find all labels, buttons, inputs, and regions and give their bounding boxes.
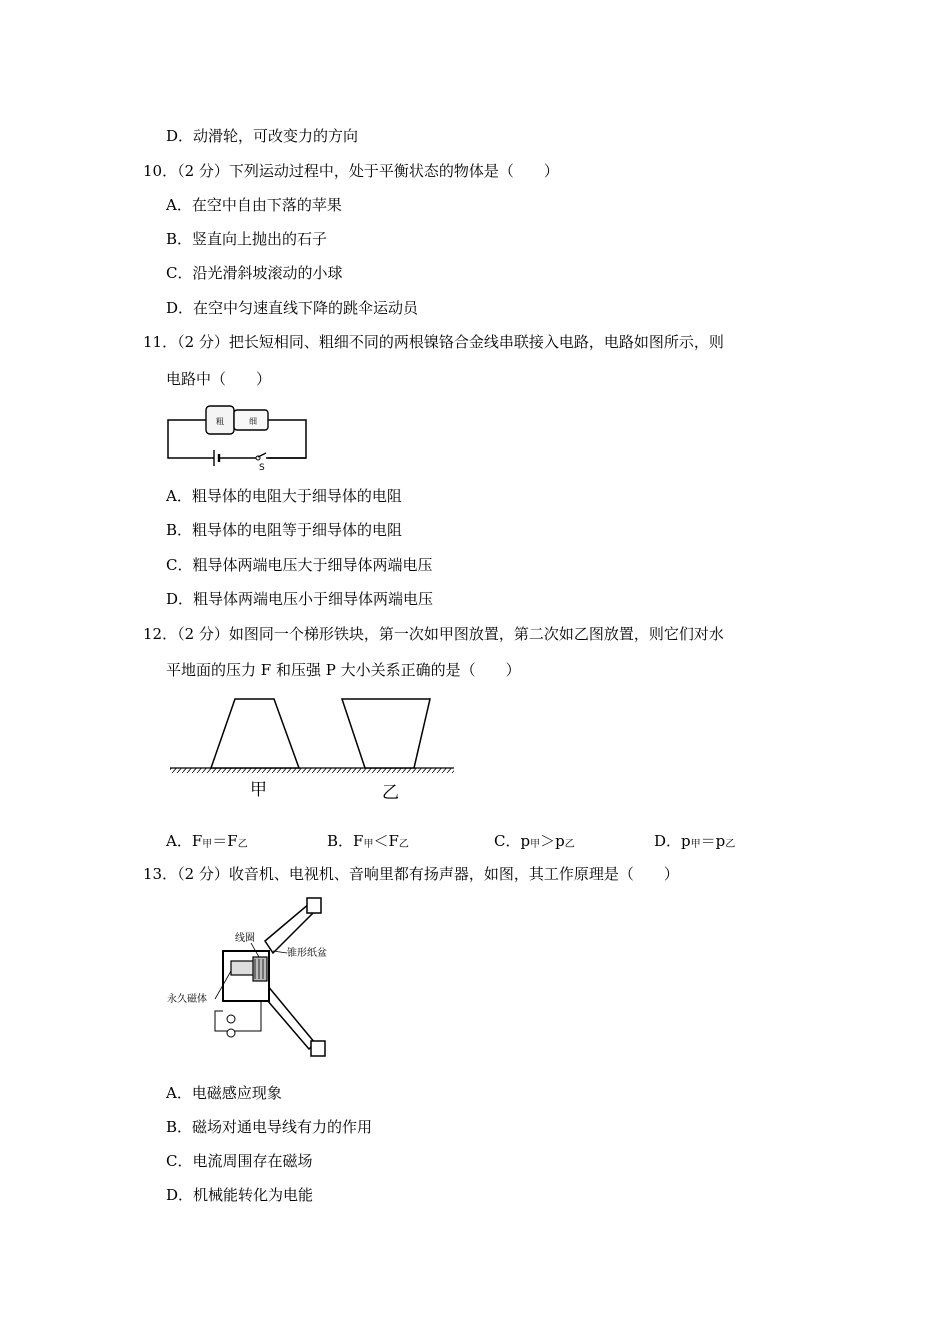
q10-option-d: D．在空中匀速直线下降的跳伞运动员: [166, 299, 419, 317]
q13-option-a: A．电磁感应现象: [166, 1084, 282, 1102]
cone-label: 锥形纸盆: [287, 948, 327, 959]
coil-label: 线圈: [235, 933, 255, 944]
q12-option-d: D．p甲＝p乙: [654, 832, 736, 850]
q12-option-c: C．p甲＞p乙: [494, 832, 575, 850]
switch-lever: [258, 453, 266, 457]
q9-option-d: D．动滑轮，可改变力的方向: [166, 127, 359, 145]
trapezoid-jia: [211, 699, 299, 768]
q13-option-c: C．电流周围存在磁场: [166, 1152, 313, 1170]
q11-stem-line1: 11．（2 分）把长短相同、粗细不同的两根镍铬合金线串联接入电路，电路如图所示，则: [143, 333, 724, 351]
q11-option-a: A．粗导体的电阻大于细导体的电阻: [166, 487, 402, 505]
q12-stem-line2: 平地面的压力 F 和压强 P 大小关系正确的是（ ）: [166, 661, 521, 679]
q11-circuit-figure: [160, 398, 320, 476]
thin-label: 细: [249, 417, 257, 426]
q13-stem: 13．（2 分）收音机、电视机、音响里都有扬声器，如图，其工作原理是（ ）: [143, 865, 679, 883]
cone-top-edge: [307, 898, 321, 913]
q13-option-d: D．机械能转化为电能: [166, 1186, 314, 1204]
switch-label: S: [259, 463, 265, 473]
label-yi: 乙: [382, 783, 399, 803]
terminal-positive-icon: [227, 1015, 235, 1023]
q10-stem: 10．（2 分）下列运动过程中，处于平衡状态的物体是（ ）: [143, 162, 559, 180]
trapezoid-yi: [342, 699, 430, 768]
q11-stem-line2: 电路中（ ）: [166, 370, 272, 388]
q12-option-a: A．F甲＝F乙: [166, 832, 248, 850]
q13-speaker-figure: [165, 893, 365, 1068]
q13-option-b: B．磁场对通电导线有力的作用: [166, 1118, 373, 1136]
q10-option-b: B．竖直向上抛出的石子: [166, 230, 328, 248]
q12-option-b: B．F甲＜F乙: [327, 832, 409, 850]
q10-option-a: A．在空中自由下落的苹果: [166, 196, 342, 214]
permanent-magnet: [231, 961, 255, 975]
cone-bottom-edge: [311, 1041, 325, 1056]
terminal-negative-icon: [227, 1029, 235, 1037]
thick-label: 粗: [216, 417, 224, 426]
q11-option-d: D．粗导体两端电压小于细导体两端电压: [166, 590, 434, 608]
q12-stem-line1: 12．（2 分）如图同一个梯形铁块，第一次如甲图放置，第二次如乙图放置，则它们对水: [143, 625, 724, 643]
q10-option-c: C．沿光滑斜坡滚动的小球: [166, 264, 343, 282]
label-jia: 甲: [250, 780, 267, 800]
q11-option-c: C．粗导体两端电压大于细导体两端电压: [166, 556, 433, 574]
q12-trapezoid-figure: [168, 694, 458, 806]
magnet-label: 永久磁体: [167, 994, 207, 1005]
q11-option-b: B．粗导体的电阻等于细导体的电阻: [166, 521, 403, 539]
